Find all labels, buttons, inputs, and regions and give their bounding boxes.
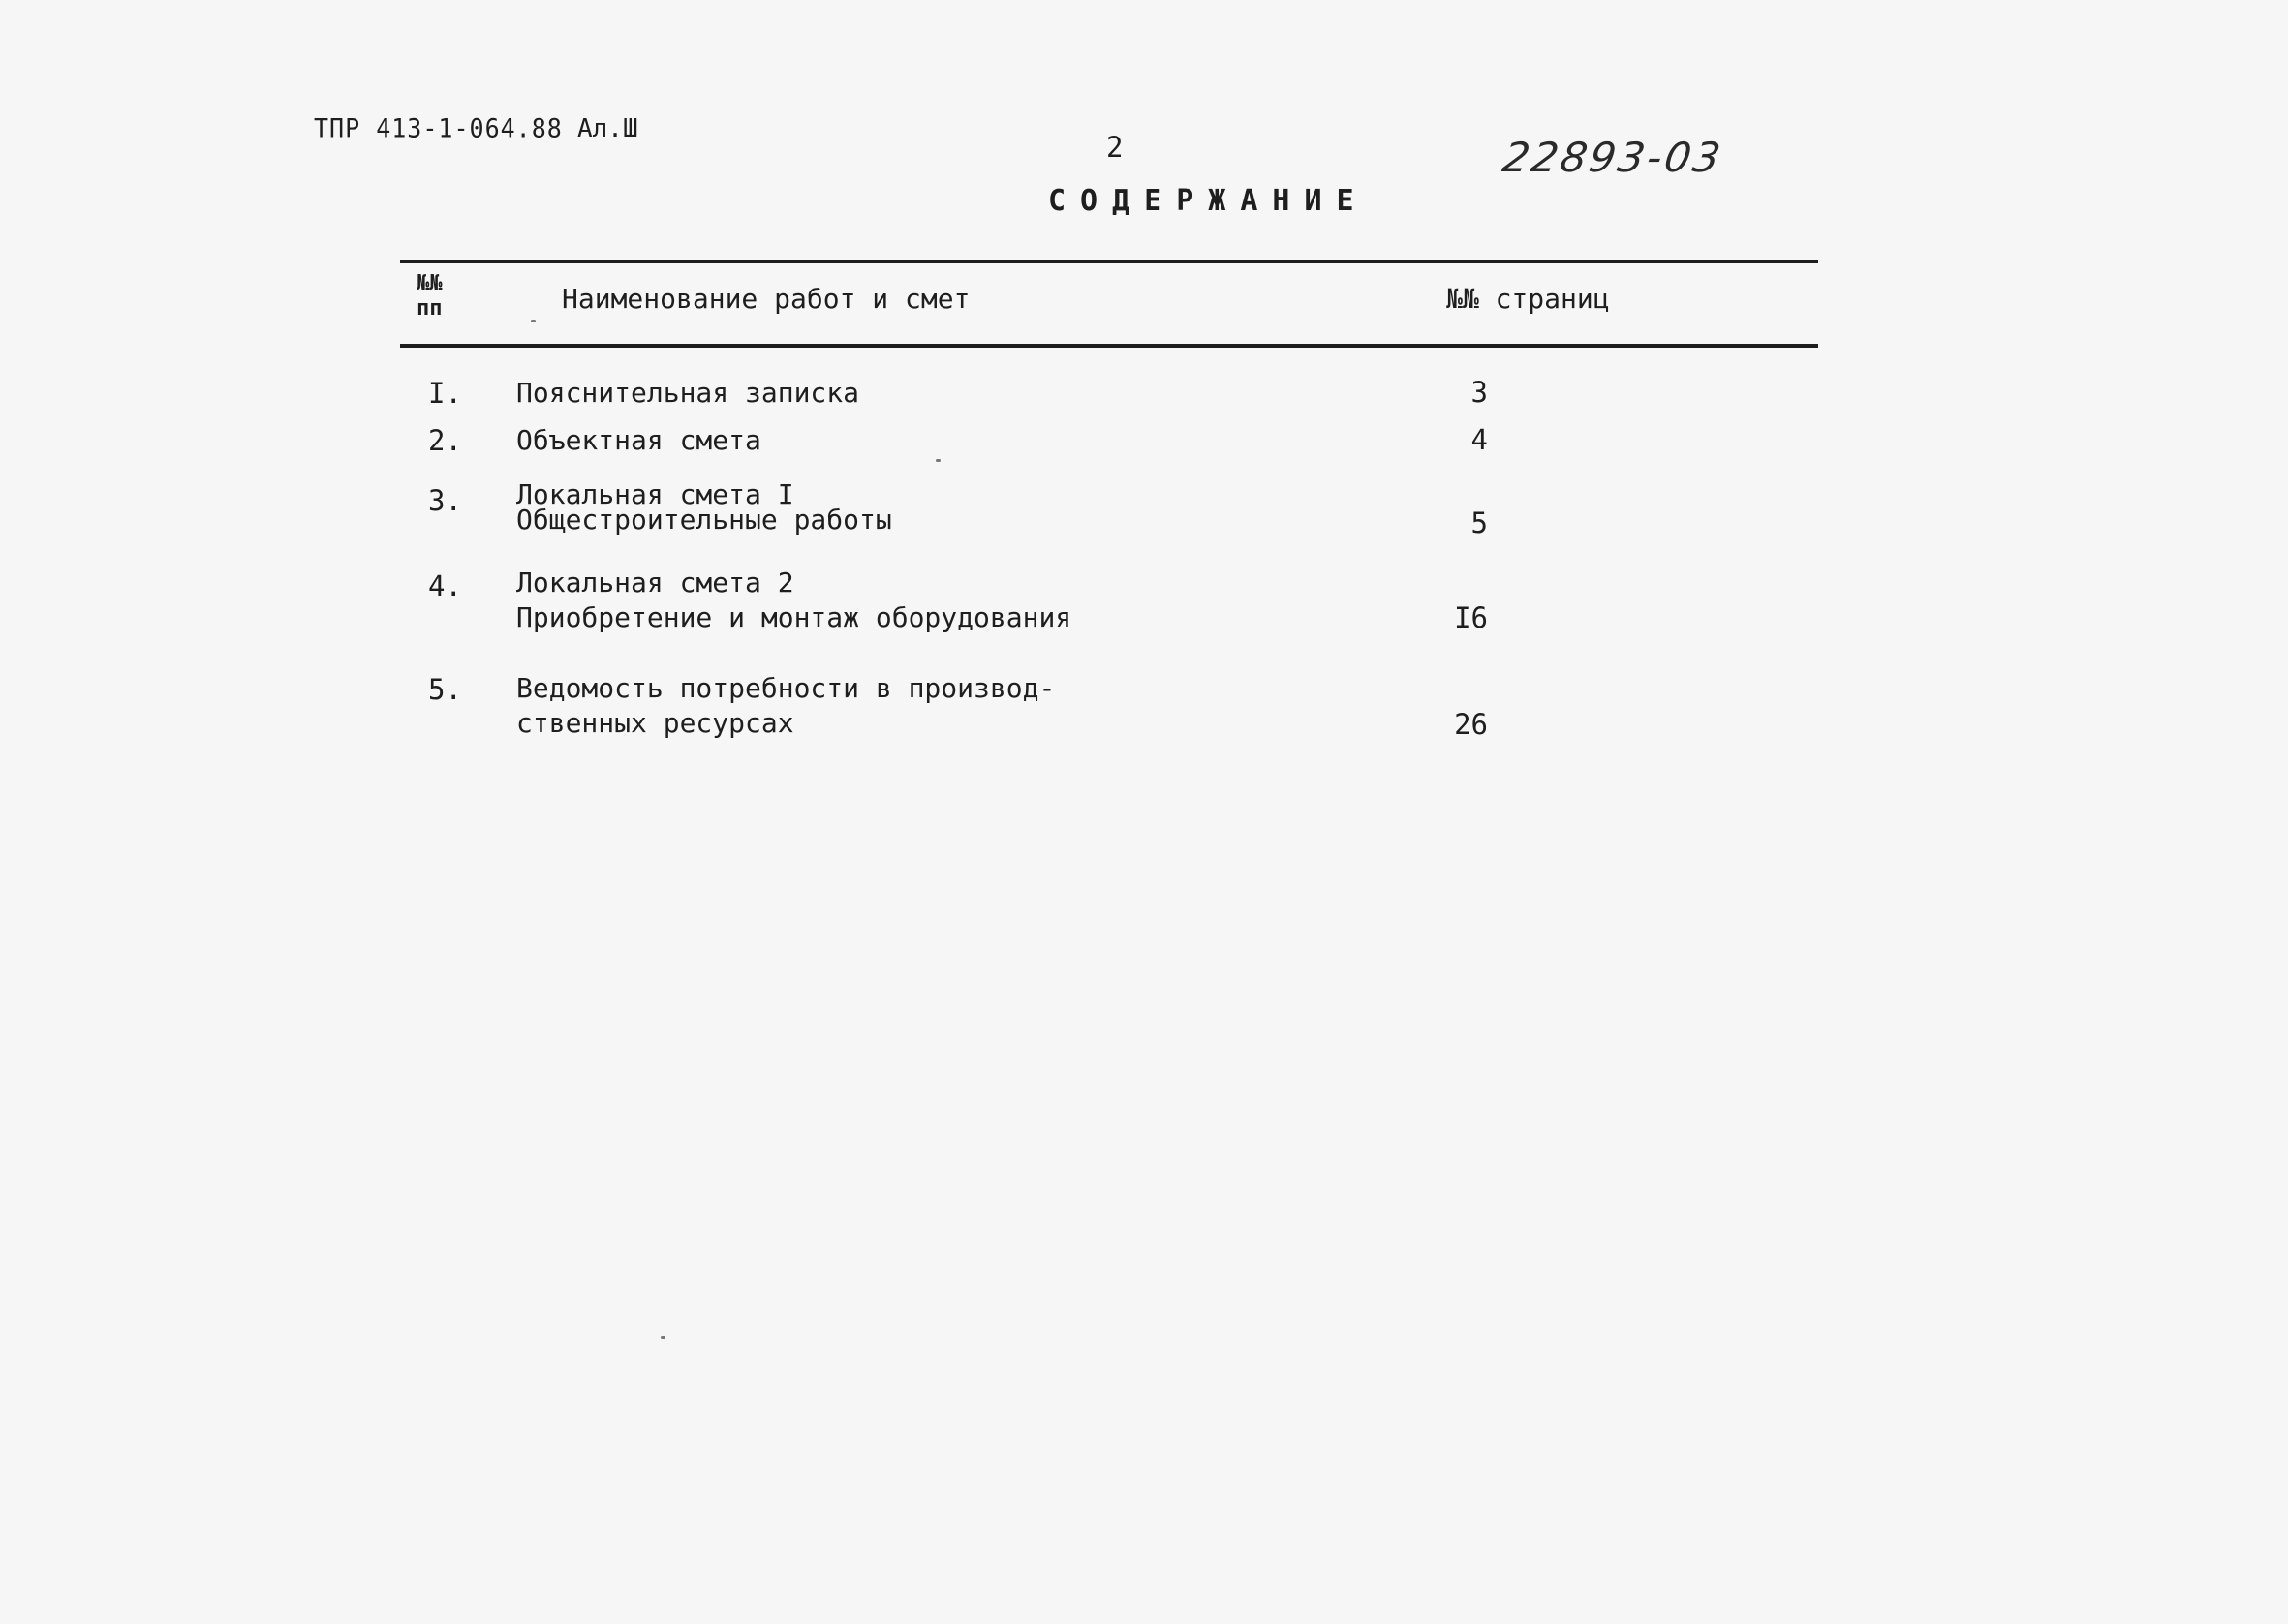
column-header-name: Наименование работ и смет <box>562 283 971 315</box>
row-page: 4 <box>1470 423 1488 456</box>
page-number: 2 <box>1106 131 1124 164</box>
row-title: Локальная смета 2 Приобретение и монтаж оборудования <box>516 567 1072 633</box>
document-code: ТПР 413-1-064.88 <box>314 113 563 143</box>
row-title: Объектная смета <box>516 424 761 456</box>
row-number: I. <box>428 377 462 410</box>
archive-number: 22893-03 <box>1499 134 1727 181</box>
table-header-rule <box>400 344 1818 348</box>
row-number: 4. <box>428 569 462 602</box>
row-title: Локальная смета I Общестроительные работы <box>516 478 892 536</box>
row-page: 5 <box>1470 506 1488 539</box>
column-header-number: №№ пп <box>417 271 443 321</box>
scan-speck <box>936 459 941 462</box>
row-page: 26 <box>1454 708 1488 741</box>
column-header-pages: №№ страниц <box>1446 283 1610 315</box>
row-number: 3. <box>428 484 462 517</box>
row-page: 3 <box>1470 376 1488 409</box>
row-title: Пояснительная записка <box>516 377 860 409</box>
scan-speck <box>661 1336 665 1339</box>
row-page: I6 <box>1454 601 1488 634</box>
page-title: СОДЕРЖАНИЕ <box>1048 184 1369 218</box>
row-title: Ведомость потребности в производ- ственных ресурсах <box>516 672 1056 739</box>
row-number: 5. <box>428 673 462 706</box>
row-number: 2. <box>428 424 462 457</box>
album-label: Ал.Ш <box>577 114 638 143</box>
table-top-rule <box>400 260 1818 263</box>
scan-speck <box>531 320 536 322</box>
